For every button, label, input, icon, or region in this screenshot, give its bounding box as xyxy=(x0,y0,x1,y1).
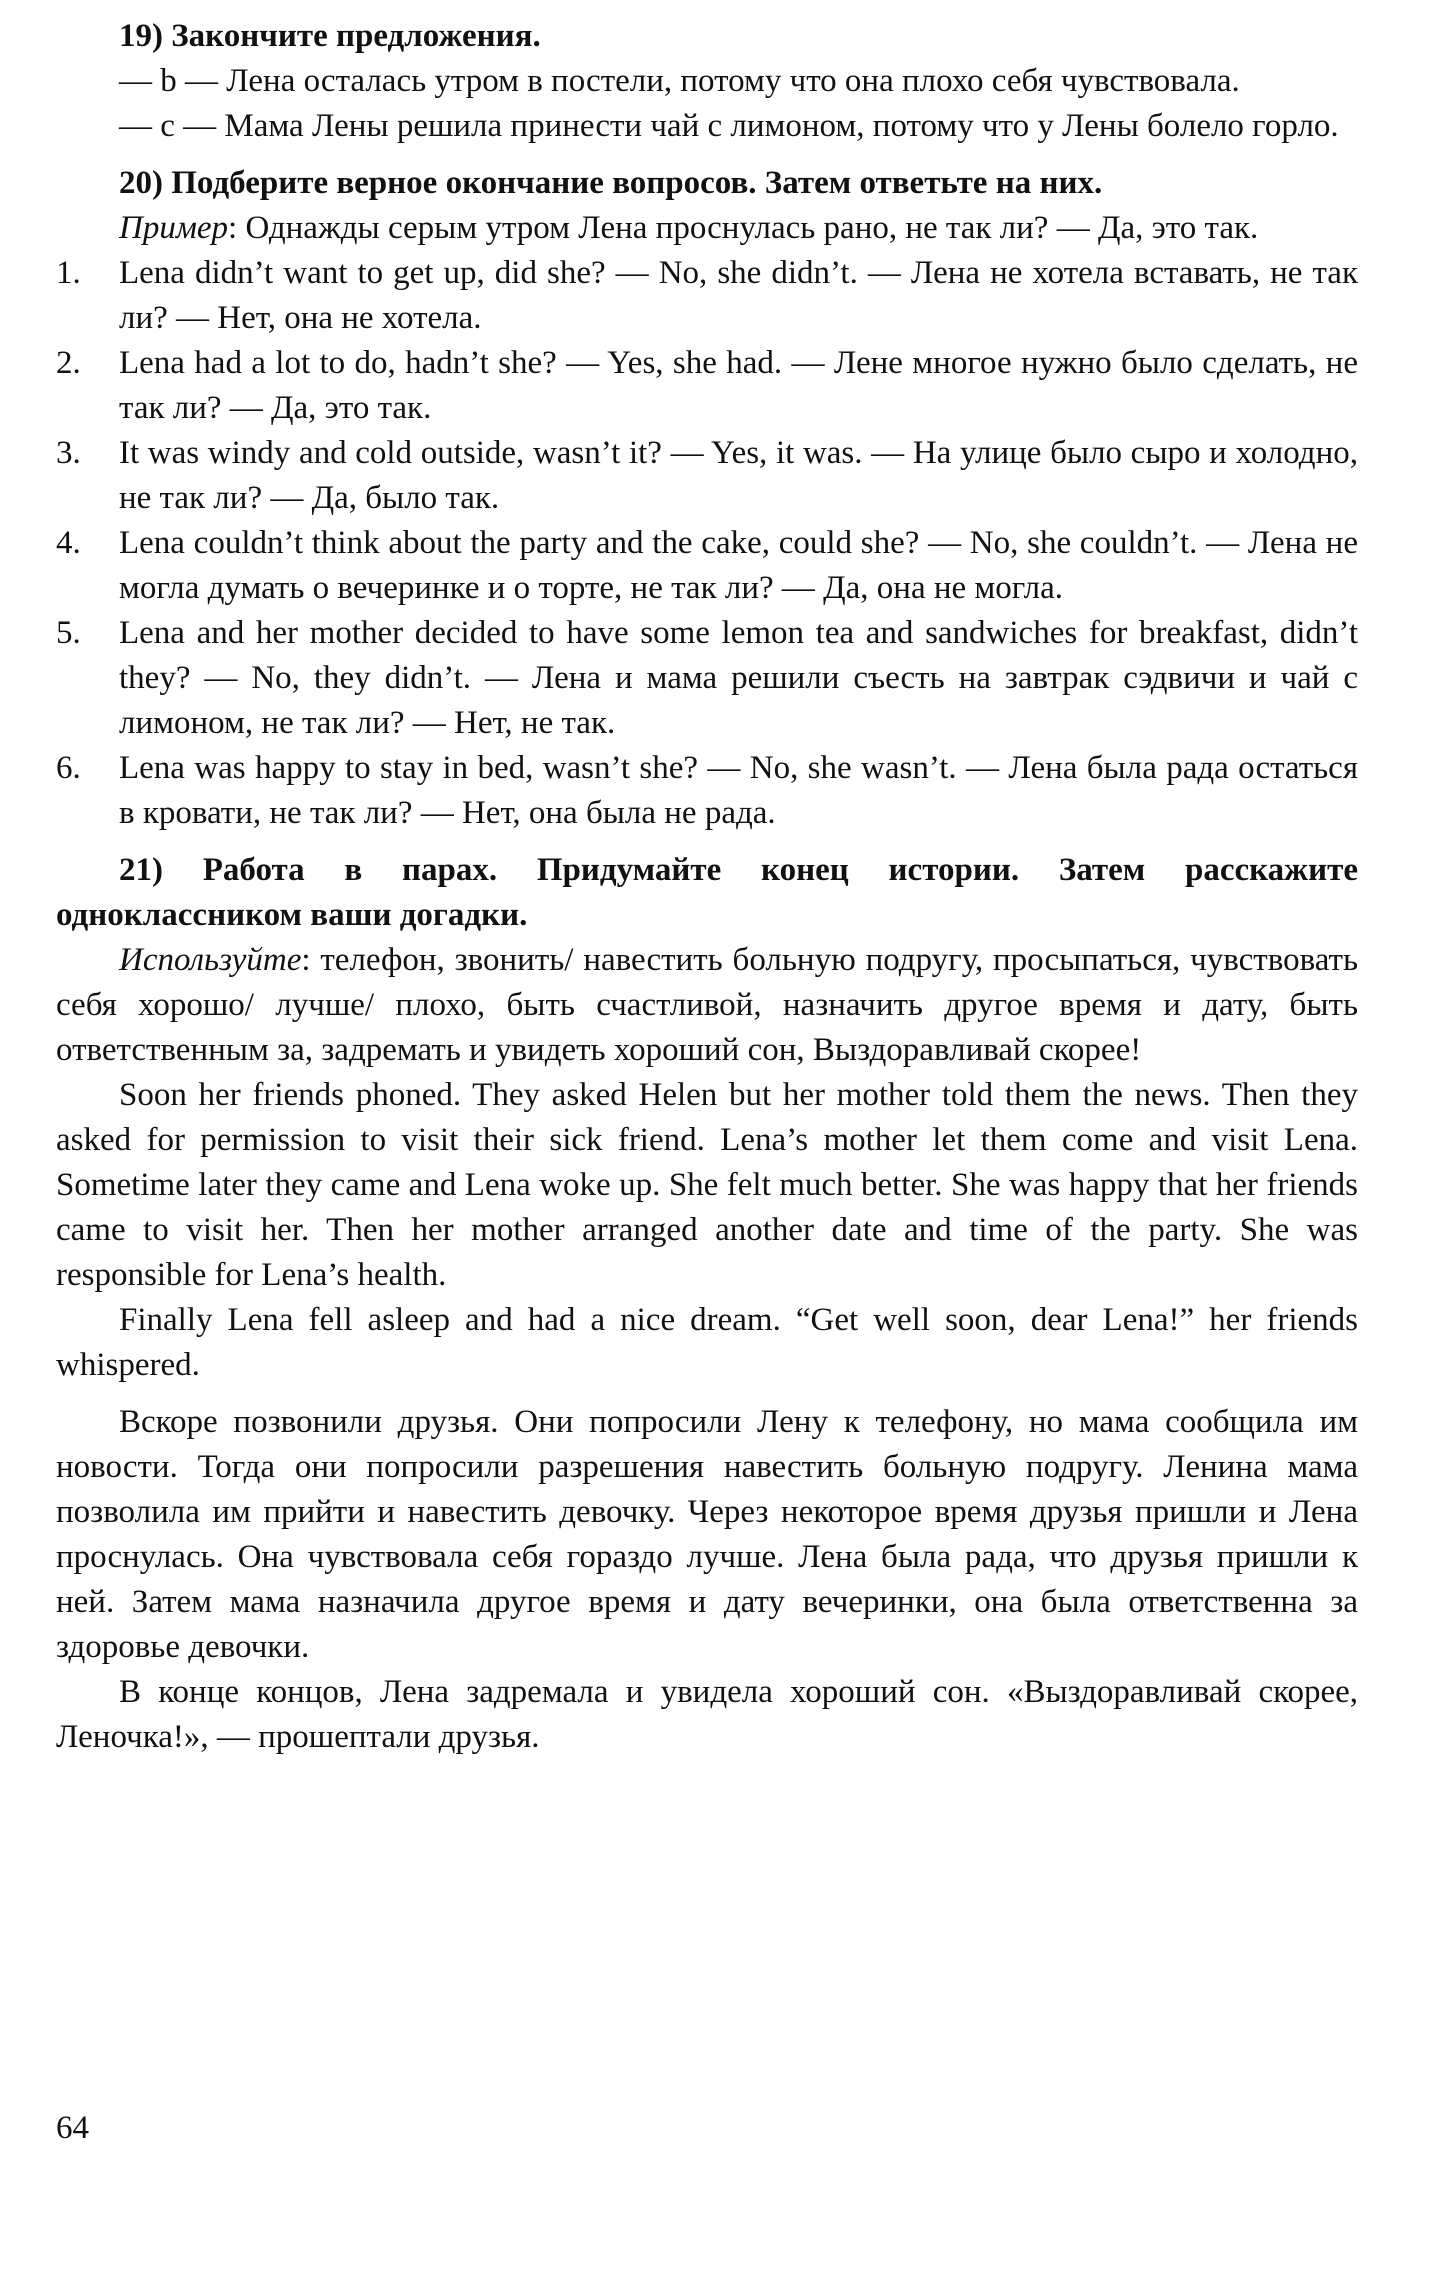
list-item xyxy=(56,431,1358,521)
item-text: It was windy and cold outside, wasn’t it? — Yes, it was. — На улице было сыро и холодно, не так ли? — Да, было так. xyxy=(119,435,1358,516)
example-label: Пример xyxy=(119,210,229,246)
item-number: 5. xyxy=(56,615,81,651)
exercise-21-use xyxy=(56,938,1358,1073)
list-item xyxy=(56,611,1358,746)
item-number: 6. xyxy=(56,750,81,786)
item-text: Lena was happy to stay in bed, wasn’t she? — No, she wasn’t. — Лена была рада остаться в кровати, не так ли? — Нет, она была не рада. xyxy=(119,750,1358,831)
item-text: Lena couldn’t think about the party and the cake, could she? — No, she couldn’t. — Лена не могла думать о вечеринке и о торте, не так ли? — Да, она не могла. xyxy=(119,525,1358,606)
exercise-20-title: 20) Подберите верное окончание вопросов. Затем ответьте на них. xyxy=(119,165,1103,201)
page-number: 64 xyxy=(56,2110,89,2146)
exercise-21-title: 21) Работа в парах. Придумайте конец истории. Затем расскажите одноклассником ваши догадки. xyxy=(56,852,1358,933)
list-item xyxy=(56,521,1358,611)
list-item xyxy=(56,251,1358,341)
list-item xyxy=(56,746,1358,836)
list-item xyxy=(56,341,1358,431)
story-en-paragraph-1: Soon her friends phoned. They asked Helen but her mother told them the news. Then they asked for permission to visit their sick friend. Lena’s mother let them come and visit Lena. Sometime later they came and Lena woke up. She felt much better. She was happy that her friends came to visit her. Then her mother arranged another date and time of the party. She was responsible for Lena’s health. xyxy=(56,1077,1358,1293)
item-number: 2. xyxy=(56,345,81,381)
story-ru-paragraph-2: В конце концов, Лена задремала и увидела хороший сон. «Выздоравливай скорее, Леночка!», — прошептали друзья. xyxy=(56,1674,1358,1755)
item-text: Lena had a lot to do, hadn’t she? — Yes, she had. — Лене многое нужно было сделать, не так ли? — Да, это так. xyxy=(119,345,1358,426)
document-page xyxy=(56,14,1358,1760)
item-number: 1. xyxy=(56,255,81,291)
exercise-20-example xyxy=(56,206,1358,251)
exercise-19-title: 19) Закончите предложения. xyxy=(119,18,541,54)
exercise-19-line-b: — b — Лена осталась утром в постели, потому что она плохо себя чувствовала. xyxy=(119,63,1240,99)
story-ru-paragraph-1: Вскоре позвонили друзья. Они попросили Лену к телефону, но мама сообщила им новости. Тогда они попросили разрешения навестить больную подругу. Ленина мама позволила им прийти и навестить девочку. Через некоторое время друзья пришли и Лена проснулась. Она чувствовала себя гораздо лучше. Лена была рада, что друзья пришли к ней. Затем мама назначила другое время и дату вечеринки, она была ответственна за здоровье девочки. xyxy=(56,1404,1358,1665)
example-text: : Однажды серым утром Лена проснулась рано, не так ли? — Да, это так. xyxy=(228,210,1259,246)
item-number: 4. xyxy=(56,525,81,561)
exercise-19-line-c: — c — Мама Лены решила принести чай с лимоном, потому что у Лены болело горло. xyxy=(119,108,1339,144)
item-text: Lena didn’t want to get up, did she? — No, she didn’t. — Лена не хотела вставать, не так ли? — Нет, она не хотела. xyxy=(119,255,1358,336)
item-text: Lena and her mother decided to have some lemon tea and sandwiches for breakfast, didn’t they? — No, they didn’t. — Лена и мама решили съесть на завтрак сэдвичи и чай с лимоном, не так ли? — Нет, не так. xyxy=(119,615,1358,741)
use-label: Используйте xyxy=(119,942,302,978)
answers-list xyxy=(56,251,1358,836)
item-number: 3. xyxy=(56,435,81,471)
story-en-paragraph-2: Finally Lena fell asleep and had a nice dream. “Get well soon, dear Lena!” her friends whispered. xyxy=(56,1302,1358,1383)
use-text: : телефон, звонить/ навестить больную подругу, просыпаться, чувствовать себя хорошо/ лучше/ плохо, быть счастливой, назначить другое время и дату, быть ответственным за, задремать и увидеть хороший сон, Выздоравливай скорее! xyxy=(56,942,1358,1068)
